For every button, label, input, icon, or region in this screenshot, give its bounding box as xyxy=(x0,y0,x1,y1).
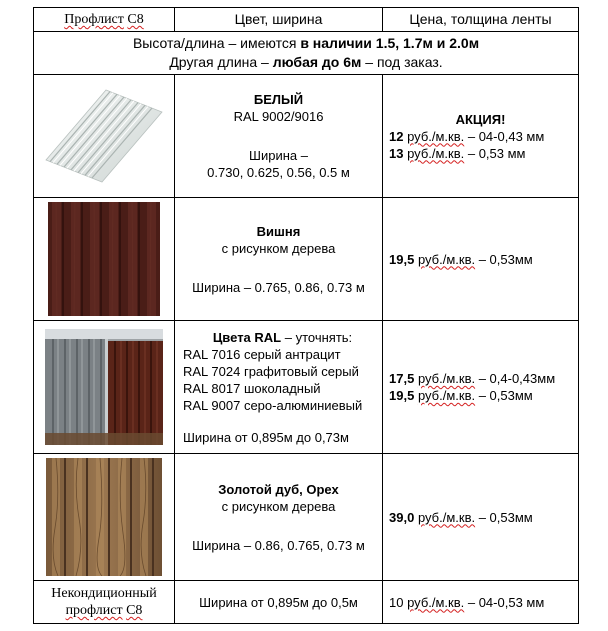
header-product-word: Профлист xyxy=(64,12,124,27)
nonstandard-price-cell xyxy=(383,581,579,624)
product-description-cell xyxy=(175,321,383,454)
price-value: 12 xyxy=(389,128,404,144)
product-name: Золотой дуб, Орех xyxy=(218,481,339,497)
product-name: Цвета RAL xyxy=(212,329,282,345)
product-image-cell xyxy=(34,198,175,321)
price-unit: руб./м.кв. xyxy=(407,145,465,161)
product-description-cell xyxy=(175,198,383,321)
nonstandard-title-cell xyxy=(34,581,175,624)
product-row-golden-oak xyxy=(34,454,579,581)
price-unit: руб./м.кв. xyxy=(417,251,476,267)
ral-color-item: RAL 8017 шоколадный xyxy=(183,380,321,396)
product-price-cell xyxy=(383,454,579,581)
notice-line-1 xyxy=(34,34,578,53)
product-name-suffix: – уточнять: xyxy=(281,329,353,345)
availability-notice xyxy=(34,32,579,75)
price-line-1 xyxy=(389,370,578,387)
nonstandard-width-cell xyxy=(175,581,383,624)
product-price-cell xyxy=(383,321,579,454)
cherry-wood-sheet-image xyxy=(48,202,160,316)
price-thickness: – 0,4-0,43мм xyxy=(475,371,556,386)
product-image-cell xyxy=(34,75,175,198)
price-line-1 xyxy=(389,251,578,268)
product-width-values: Ширина от 0,895м до 0,73м xyxy=(183,429,349,445)
product-row-ral xyxy=(34,321,579,454)
notice-line-1-bold: в наличии 1.5, 1.7м и 2.0м xyxy=(300,35,480,51)
price-thickness: – 0,53мм xyxy=(475,388,533,403)
header-price-thickness: Цена, толщина ленты xyxy=(383,8,579,32)
notice-line-1-text: Высота/длина – имеются xyxy=(132,35,301,51)
product-subtitle: RAL 9002/9016 xyxy=(233,109,324,124)
price-value: 17,5 xyxy=(389,371,415,386)
notice-line-2 xyxy=(34,53,578,72)
price-table xyxy=(33,7,579,624)
product-width-values: Ширина от 0,895м до 0,5м xyxy=(199,594,358,610)
product-name: БЕЛЫЙ xyxy=(253,92,304,107)
price-thickness: – 0,53мм xyxy=(475,251,533,267)
notice-line-2-suffix: – под заказ. xyxy=(361,54,443,70)
ral-color-item: RAL 9007 серо-алюминиевый xyxy=(183,397,363,413)
price-thickness: – 04-0,53 мм xyxy=(464,594,545,610)
price-value: 10 xyxy=(389,594,404,610)
price-unit: руб./м.кв. xyxy=(417,509,476,525)
product-width-label: Ширина – xyxy=(249,148,308,163)
golden-oak-sheet-image xyxy=(46,458,162,576)
product-width-values: Ширина – 0.765, 0.86, 0.73 м xyxy=(192,279,365,295)
product-width-values: 0.730, 0.625, 0.56, 0.5 м xyxy=(207,165,350,180)
ral-color-sheets-photo xyxy=(45,329,163,445)
notice-row xyxy=(34,32,579,75)
promo-badge: АКЦИЯ! xyxy=(455,111,506,127)
product-image-cell xyxy=(34,321,175,454)
price-thickness: – 0,53 мм xyxy=(464,145,526,161)
product-width-values: Ширина – 0.86, 0.765, 0.73 м xyxy=(192,537,365,553)
ral-color-item: RAL 7024 графитовый серый xyxy=(183,363,359,379)
product-row-white xyxy=(34,75,579,198)
price-unit: руб./м.кв. xyxy=(417,388,476,403)
price-unit: руб./м.кв. xyxy=(417,371,476,386)
product-subtitle: с рисунком дерева xyxy=(221,240,336,256)
product-image-cell xyxy=(34,454,175,581)
price-value: 39,0 xyxy=(389,509,415,525)
price-line-1 xyxy=(389,594,578,611)
notice-line-2-bold: любая до 6м xyxy=(272,54,362,70)
ral-color-item: RAL 7016 серый антрацит xyxy=(183,346,341,362)
nonstandard-title-line-1: Некондиционный xyxy=(51,586,157,601)
price-line-1 xyxy=(389,509,578,526)
price-thickness: – 0,53мм xyxy=(475,509,533,525)
price-value: 19,5 xyxy=(389,251,415,267)
nonstandard-title-word: профлист xyxy=(65,603,123,618)
price-line-2 xyxy=(389,145,578,162)
product-description-cell xyxy=(175,454,383,581)
product-row-cherry xyxy=(34,198,579,321)
price-value: 13 xyxy=(389,145,404,161)
product-price-cell xyxy=(383,198,579,321)
nonstandard-title-line-2 xyxy=(34,602,174,619)
header-color-width: Цвет, ширина xyxy=(175,8,383,32)
white-profiled-sheet-image xyxy=(44,88,164,184)
product-price-cell xyxy=(383,75,579,198)
notice-line-2-text: Другая длина – xyxy=(169,54,273,70)
price-value: 19,5 xyxy=(389,388,415,403)
product-subtitle: с рисунком дерева xyxy=(221,498,336,514)
nonstandard-title-code: С8 xyxy=(126,603,143,618)
price-thickness: – 04-0,43 мм xyxy=(464,128,545,144)
price-line-2 xyxy=(389,387,578,404)
table-header-row xyxy=(34,8,579,32)
header-product-code: С8 xyxy=(127,12,144,27)
price-unit: руб./м.кв. xyxy=(407,594,465,610)
product-description-cell xyxy=(175,75,383,198)
price-line-1 xyxy=(389,128,578,145)
product-name: Вишня xyxy=(256,223,301,239)
price-unit: руб./м.кв. xyxy=(407,128,465,144)
product-row-nonstandard xyxy=(34,581,579,624)
header-product xyxy=(34,8,175,32)
